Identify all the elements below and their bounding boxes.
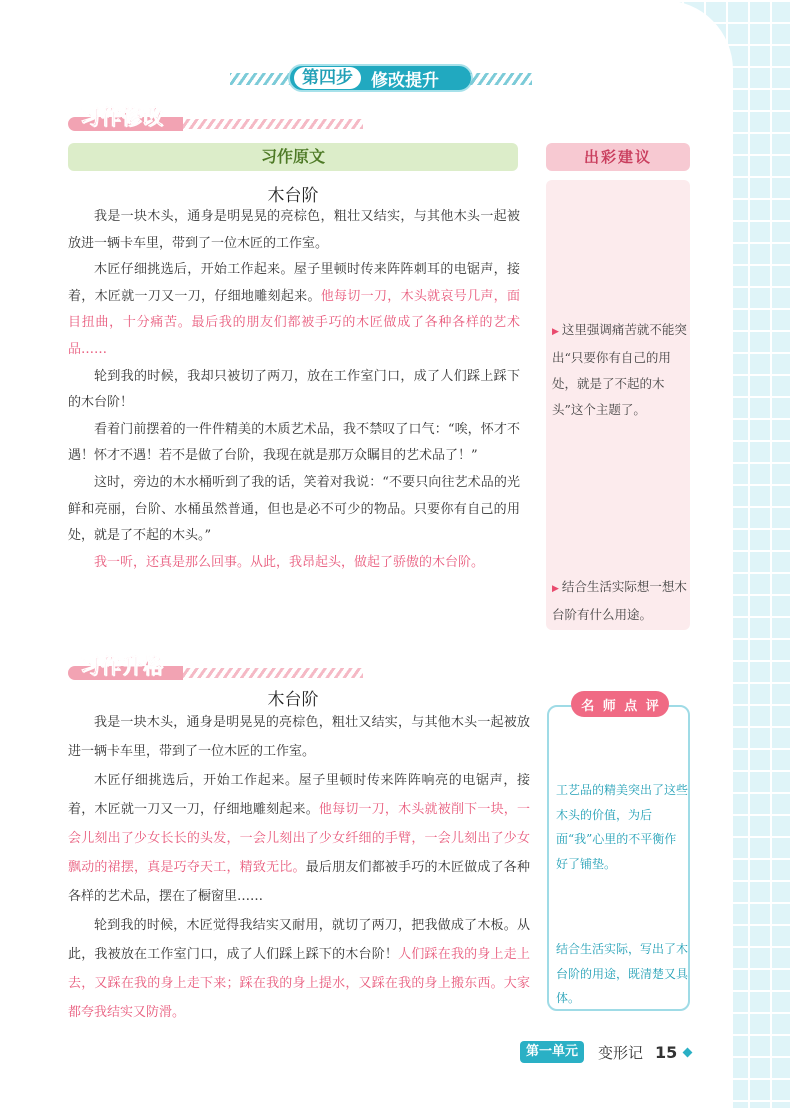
paragraph: 看着门前摆着的一件件精美的木质艺术品，我不禁叹了口气：“唉，怀才不遇！怀才不遇！若不是做了台阶，我现在就是那万众瞩目的艺术品了！”	[68, 421, 520, 464]
step-banner	[230, 64, 530, 94]
triangle-bullet-icon: ▶	[552, 327, 559, 337]
section-label: 习作修改	[80, 105, 164, 129]
section-heading-upgrade	[68, 652, 368, 682]
section-label: 习作升格	[80, 654, 164, 678]
paragraph: 木匠仔细挑选后，开始工作起来。屋子里顿时传来阵阵刺耳的电锯声，接着，木匠就一刀又一刀，仔细地雕刻起来。他每切一刀，木头就哀号几声，面目扭曲，十分痛苦。最后我的朋友们都被手巧的木匠做成了各种各样的艺术品……	[68, 262, 520, 357]
diamond-icon	[683, 1047, 693, 1057]
paragraph: 轮到我的时候，我却只被切了两刀，放在工作室门口，成了人们踩上踩下的木台阶！	[68, 368, 520, 411]
chapter-title: 变形记	[598, 1043, 644, 1062]
review-note-1: 工艺品的精美突出了这些木头的价值，为后面“我”心里的不平衡作好了铺垫。	[556, 783, 689, 871]
banner-hatch-right	[470, 73, 532, 85]
highlighted-text: 他每切一刀，木头就被削下一块，一会儿刻出了少女长长的头发，一会儿刻出了少女纤细的手臂，一会儿刻出了少女飘动的裙摆，真是巧夺天工，精致无比。	[68, 802, 530, 875]
original-essay-title: 木台阶	[267, 186, 319, 206]
suggestion-note-1: ▶ 这里强调痛苦就不能突出“只要你有自己的用处，就是了不起的木头”这个主题了。	[552, 322, 687, 417]
banner-hatch-left	[230, 73, 292, 85]
paragraph: 这时，旁边的木水桶听到了我的话，笑着对我说：“不要只向往艺术品的光鲜和亮丽，台阶、水桶虽然普通，但也是必不可少的物品。只要你有自己的用处，就是了不起的木头。”	[68, 474, 520, 544]
step-number: 第四步	[294, 67, 361, 89]
highlighted-text: 人们踩在我的身上走上去，又踩在我的身上走下来；踩在我的身上提水，又踩在我的身上搬东西。大家都夸我结实又防滑。	[68, 947, 530, 1020]
original-essay-body	[68, 204, 520, 576]
triangle-bullet-icon: ▶	[552, 584, 559, 594]
revised-essay-title: 木台阶	[267, 690, 319, 710]
step-pill	[288, 64, 473, 92]
page-footer	[520, 1040, 691, 1064]
step-name: 修改提升	[371, 70, 439, 91]
section-heading-revise	[68, 103, 368, 133]
revised-essay-body	[68, 708, 530, 1027]
highlighted-paragraph: 我一听，还真是那么回事。从此，我昂起头，做起了骄傲的木台阶。	[94, 554, 485, 570]
suggestions-header: 出彩建议	[546, 143, 690, 171]
paragraph: 木匠仔细挑选后，开始工作起来。屋子里顿时传来阵阵响亮的电锯声，接着，木匠就一刀又一刀，仔细地雕刻起来。他每切一刀，木头就被削下一块，一会儿刻出了少女长长的头发，一会儿刻出了少女纤细的手臂，一会儿刻出了少女飘动的裙摆，真是巧夺天工，精致无比。最后朋友们都被手巧的木匠做成了各种各样的艺术品，摆在了橱窗里……	[68, 773, 530, 904]
paragraph: 我是一块木头，通身是明晃晃的亮棕色，粗壮又结实，与其他木头一起被放进一辆卡车里，带到了一位木匠的工作室。	[68, 209, 520, 251]
paragraph: 我是一块木头，通身是明晃晃的亮棕色，粗壮又结实，与其他木头一起被放进一辆卡车里，带到了一位木匠的工作室。	[68, 715, 530, 759]
paragraph: 轮到我的时候，木匠觉得我结实又耐用，就切了两刀，把我做成了木板。从此，我被放在工作室门口，成了人们踩上踩下的木台阶！人们踩在我的身上走上去，又踩在我的身上走下来；踩在我的身上提水，又踩在我的身上搬东西。大家都夸我结实又防滑。	[68, 918, 530, 1020]
highlighted-text: 他每切一刀，木头就哀号几声，面目扭曲，十分痛苦。最后我的朋友们都被手巧的木匠做成了各种各样的艺术品……	[68, 288, 520, 357]
original-essay-header: 习作原文	[68, 143, 518, 171]
suggestion-note-2: ▶ 结合生活实际想一想木台阶有什么用途。	[552, 579, 687, 622]
teacher-review-tag: 名 师 点 评	[571, 691, 669, 717]
page-number: 15	[655, 1042, 678, 1062]
review-note-2: 结合生活实际，写出了木台阶的用途，既清楚又具体。	[556, 942, 689, 1005]
unit-badge: 第一单元	[520, 1041, 584, 1063]
